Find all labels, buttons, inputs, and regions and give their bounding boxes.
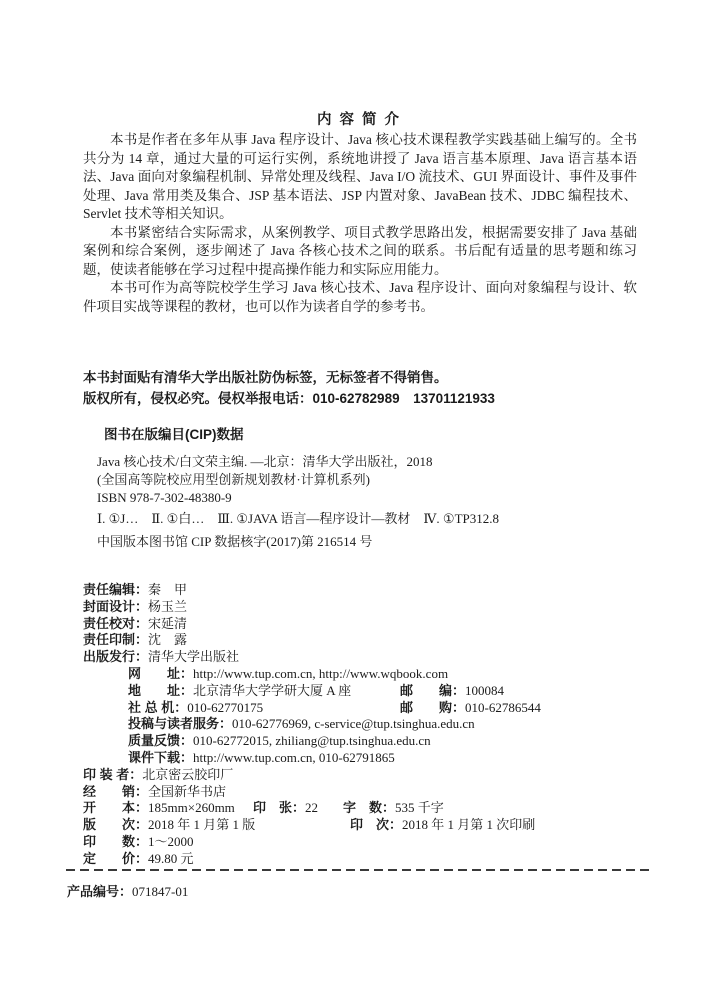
field-value: 010-62772015, zhiliang@tup.tsinghua.edu.cn [193, 733, 431, 749]
row-printer [83, 767, 643, 784]
row-proofreader [83, 616, 643, 633]
row-print-supervisor [83, 632, 643, 649]
field-value: 2018 年 1 月第 1 次印刷 [402, 817, 536, 833]
dashed-divider [66, 869, 653, 871]
field-label: 网 址： [128, 665, 194, 681]
field-label: 印 张： [253, 800, 306, 816]
sheets-column [253, 800, 318, 817]
field-value: 535 千字 [395, 800, 444, 816]
cip-title-line: Java 核心技术/白文荣主编. —北京：清华大学出版社，2018 [97, 454, 433, 469]
field-value: 全国新华书店 [148, 783, 227, 799]
row-format [83, 800, 643, 817]
field-label: 社 总 机： [128, 699, 188, 715]
field-label: 开 本： [83, 800, 149, 816]
field-value: 北京清华大学学研大厦 A 座 [193, 682, 352, 698]
cip-body [83, 453, 637, 551]
row-distributor [83, 784, 643, 801]
field-value: 100084 [465, 682, 505, 698]
field-value: 010-62770175 [187, 699, 264, 715]
field-label: 邮 编： [400, 682, 466, 698]
cip-header: 图书在版编目(CIP)数据 [104, 427, 244, 442]
field-label: 责任编辑： [83, 582, 149, 597]
intro-paragraph: 本书是作者在多年从事 Java 程序设计、Java 核心技术课程教学实践基础上编写的。全书共分为 14 章，通过大量的可运行实例，系统地讲授了 Java 语言基本原理、Java 语言基本语法、Java 面向对象编程机制、异常处理及线程、Java I/O 流技术、GUI 界面设计、事件及事件处理、Java 常用类及集合、JSP 基本语法、JSP 内置对象、JavaBean 技术、JDBC 编程技术、Servlet 技术等相关知识。 [83, 132, 637, 221]
field-label: 质量反馈： [128, 733, 194, 749]
field-label: 地 址： [128, 682, 194, 698]
field-value: 1～2000 [148, 833, 194, 849]
field-label: 课件下载： [128, 749, 194, 765]
mail-order-column [400, 700, 541, 717]
field-label: 责任校对： [83, 615, 149, 631]
field-label: 出版发行： [83, 649, 149, 665]
copyright-notice [83, 367, 637, 409]
row-contribution-service [83, 716, 643, 733]
word-count-column [343, 800, 444, 817]
field-label: 封面设计： [83, 598, 149, 614]
field-label: 印 次： [350, 817, 403, 833]
printing-column [350, 817, 535, 834]
field-value: 2018 年 1 月第 1 版 [148, 817, 256, 833]
field-value: 清华大学出版社 [148, 649, 240, 665]
field-value: 秦 甲 [148, 582, 188, 597]
colophon-block [83, 582, 643, 868]
field-value: http://www.tup.com.cn, http://www.wqbook.com [193, 665, 449, 681]
field-label: 产品编号： [67, 884, 133, 899]
field-label: 字 数： [343, 800, 396, 816]
row-editor [83, 582, 643, 599]
field-label: 定 价： [83, 850, 149, 866]
field-label: 印 数： [83, 833, 149, 849]
intro-paragraph: 本书可作为高等院校学生学习 Java 核心技术、Java 程序设计、面向对象编程与设计、软件项目实战等课程的教材，也可以作为读者自学的参考书。 [83, 280, 637, 314]
row-courseware-download [83, 750, 643, 767]
intro-paragraphs [83, 131, 637, 316]
row-address [83, 683, 643, 700]
cip-record-line: 中国版本图书馆 CIP 数据核字(2017)第 216514 号 [97, 534, 373, 549]
field-value: 沈 露 [148, 632, 188, 648]
field-label: 责任印制： [83, 632, 149, 648]
field-label: 版 次： [83, 817, 149, 833]
row-edition [83, 817, 643, 834]
field-label: 邮 购： [400, 699, 466, 715]
field-label: 经 销： [83, 783, 149, 799]
row-price [83, 851, 643, 868]
row-quality-feedback [83, 733, 643, 750]
row-website [83, 666, 643, 683]
row-impression [83, 834, 643, 851]
field-value: 49.80 元 [148, 850, 194, 866]
field-label: 印 装 者： [83, 766, 143, 782]
intro-paragraph: 本书紧密结合实际需求，从案例教学、项目式教学思路出发，根据需要安排了 Java 基础案例和综合案例，逐步阐述了 Java 各核心技术之间的联系。书后配有适量的思考题和练习题，使读者能够在学习过程中提高操作能力和实际应用能力。 [83, 224, 637, 277]
product-number-line [67, 883, 188, 900]
field-value: 010-62786544 [465, 699, 541, 715]
field-value: http://www.tup.com.cn, 010-62791865 [193, 749, 395, 765]
field-label: 投稿与读者服务： [128, 716, 233, 732]
postcode-column [400, 683, 504, 700]
field-value: 071847-01 [132, 884, 189, 899]
rights-hotline-line: 版权所有，侵权必究。侵权举报电话：010-62782989 13701121933 [83, 391, 495, 406]
anti-piracy-line: 本书封面贴有清华大学出版社防伪标签，无标签者不得销售。 [83, 370, 448, 385]
cip-series-line: (全国高等院校应用型创新规划教材·计算机系列) [97, 472, 370, 487]
field-value: 杨玉兰 [148, 598, 188, 614]
cip-isbn-line: ISBN 978-7-302-48380-9 [97, 490, 232, 505]
field-value: 010-62776969, c-service@tup.tsinghua.edu.cn [232, 716, 475, 732]
field-value: 185mm×260mm [148, 800, 235, 816]
row-publisher [83, 649, 643, 666]
row-switchboard [83, 700, 643, 717]
field-value: 北京密云胶印厂 [142, 766, 234, 782]
cip-block [83, 423, 637, 551]
page-title: 内 容 简 介 [316, 112, 402, 128]
row-cover-design [83, 599, 643, 616]
field-value: 宋延清 [148, 615, 188, 631]
cip-classification-line: Ⅰ. ①J… Ⅱ. ①白… Ⅲ. ①JAVA 语言—程序设计—教材 Ⅳ. ①TP312.8 [97, 511, 499, 526]
field-value: 22 [305, 800, 319, 816]
